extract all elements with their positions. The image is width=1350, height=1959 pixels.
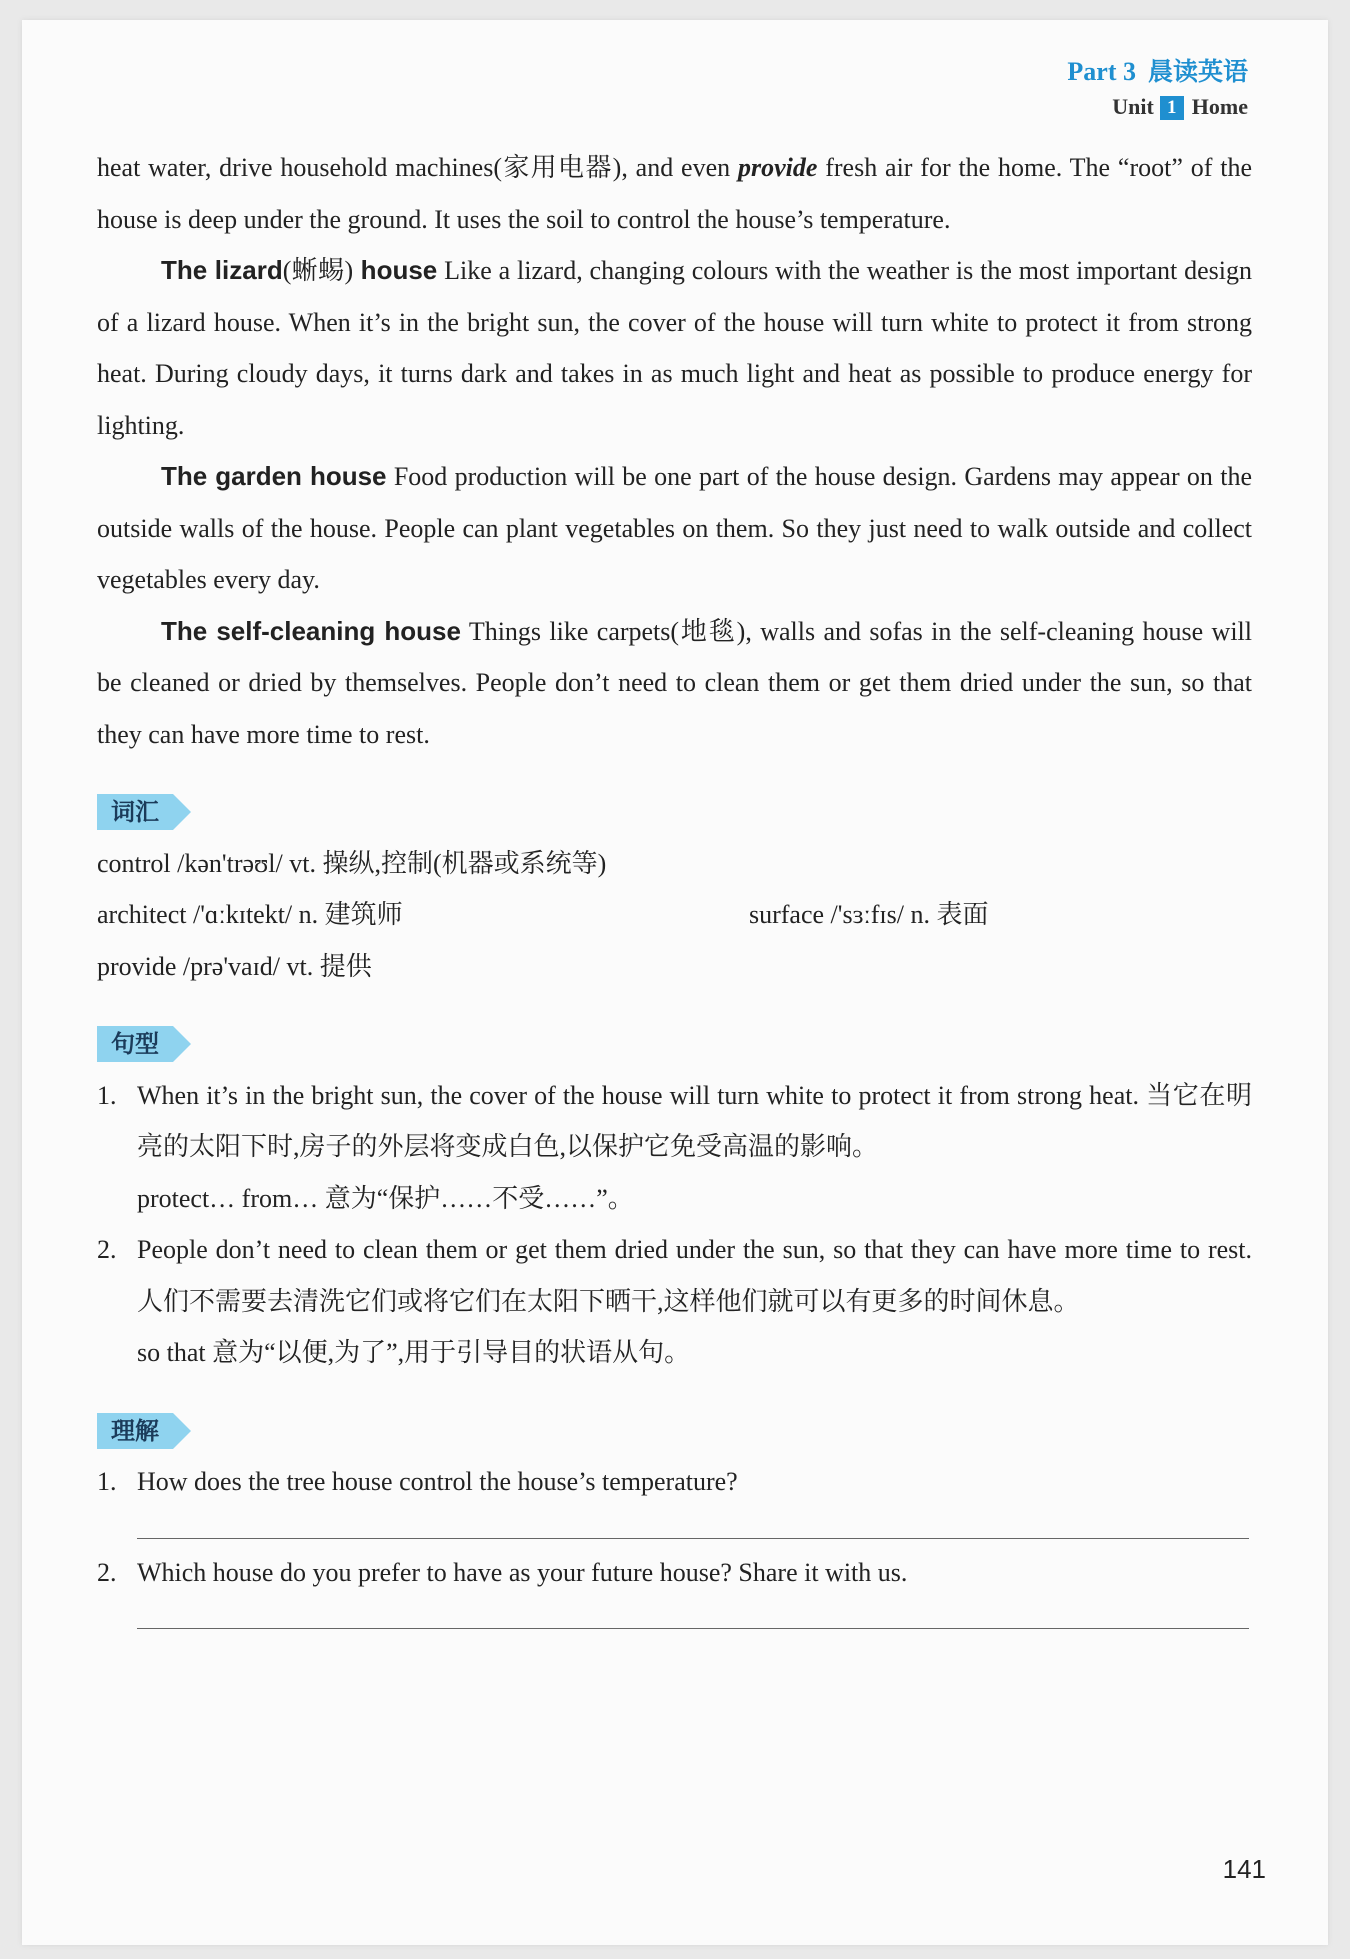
vocab-entry: surface /'sɜːfɪs/ n. 表面: [749, 900, 989, 929]
part-heading: [1067, 52, 1248, 88]
self-cleaning-house-text: Things like carpets(地毯), walls and sofas in the self-cleaning house will be cleaned or dried by themselves. People don’t need to clean them or get them dried under the sun, so that they can have more time to rest.: [97, 616, 1252, 749]
self-cleaning-house-paragraph: [97, 606, 1252, 761]
item-number: 1.: [97, 1467, 117, 1496]
lizard-house-heading-2: house: [353, 255, 438, 285]
vocab-entry: architect /'ɑːkɪtekt/ n. 建筑师: [97, 900, 403, 929]
sentence-text: People don’t need to clean them or get them dried under the sun, so that they can have more time to rest. 人们不需要去清洗它们或将它们在太阳下晒干,这样他们就可以有更多的时间休息。: [137, 1235, 1252, 1316]
sentence-note: protect… from… 意为“保护……不受……”。: [137, 1183, 634, 1213]
sentence-item: [97, 1224, 1252, 1327]
passage-text: heat water, drive household machines(家用电器), and even: [97, 153, 738, 182]
question-text: Which house do you prefer to have as your future house? Share it with us.: [137, 1557, 908, 1587]
sentence-text: When it’s in the bright sun, the cover of the house will turn white to protect it from strong heat. 当它在明亮的太阳下时,房子的外层将变成白色,以保护它免受高温的影响。: [137, 1080, 1252, 1161]
question-item: [97, 1547, 1252, 1599]
comprehension-section: [97, 1405, 1252, 1630]
passage-paragraph: [97, 142, 1252, 245]
unit-number-badge: 1: [1160, 96, 1184, 120]
sentence-patterns-tag: 句型: [97, 1026, 173, 1062]
highlighted-word: provide: [737, 153, 818, 182]
vocab-entry: control /kən'trəʊl/ vt. 操纵,控制(机器或系统等): [97, 848, 607, 878]
part-title-cn: 晨读英语: [1147, 57, 1248, 86]
passage-text: fresh air for the home. The “root” of the house is deep under the ground. It uses the soil to control the house’s temperature.: [97, 153, 1252, 234]
vocabulary-section: [97, 786, 1252, 992]
page-header: [1067, 52, 1248, 120]
lizard-house-heading: The lizard: [161, 255, 283, 285]
question-item: [97, 1456, 1252, 1508]
unit-heading: [1067, 94, 1248, 120]
book-page: [22, 20, 1328, 1945]
lizard-house-paragraph: [97, 245, 1252, 451]
lizard-cn-gloss: (蜥蜴): [282, 256, 354, 285]
garden-house-paragraph: [97, 451, 1252, 606]
lizard-house-text: Like a lizard, changing colours with the weather is the most important design of a lizard house. When it’s in the bright sun, the cover of the house will turn white to protect it from strong heat. During cloudy days, it turns dark and takes in as much light and heat as possible to produce energy for lighting.: [97, 256, 1252, 440]
sentence-patterns-section: [97, 1018, 1252, 1379]
item-number: 2.: [97, 1235, 117, 1264]
vocabulary-tag: 词汇: [97, 794, 173, 830]
comprehension-tag: 理解: [97, 1413, 173, 1449]
answer-line[interactable]: [137, 1628, 1249, 1629]
garden-house-text: Food production will be one part of the house design. Gardens may appear on the outside walls of the house. People can plant vegetables on them. So they just need to walk outside and collect vegetables every day.: [97, 462, 1252, 594]
item-number: 2.: [97, 1557, 117, 1587]
self-cleaning-house-heading: The self-cleaning house: [161, 615, 461, 646]
sentence-note: so that 意为“以便,为了”,用于引导目的状语从句。: [137, 1338, 691, 1367]
garden-house-heading: The garden house: [161, 461, 387, 491]
vocab-row: [97, 889, 1252, 941]
page-number: 141: [1222, 1854, 1266, 1884]
item-number: 1.: [97, 1080, 117, 1110]
unit-title: Home: [1191, 94, 1248, 119]
part-label: Part 3: [1067, 57, 1136, 86]
page-content: [97, 142, 1252, 1637]
unit-label: Unit: [1112, 94, 1154, 119]
question-text: How does the tree house control the house’s temperature?: [137, 1467, 738, 1496]
vocab-entry: provide /prə'vaɪd/ vt. 提供: [97, 951, 372, 981]
sentence-item: [97, 1070, 1252, 1173]
answer-line[interactable]: [137, 1538, 1249, 1539]
